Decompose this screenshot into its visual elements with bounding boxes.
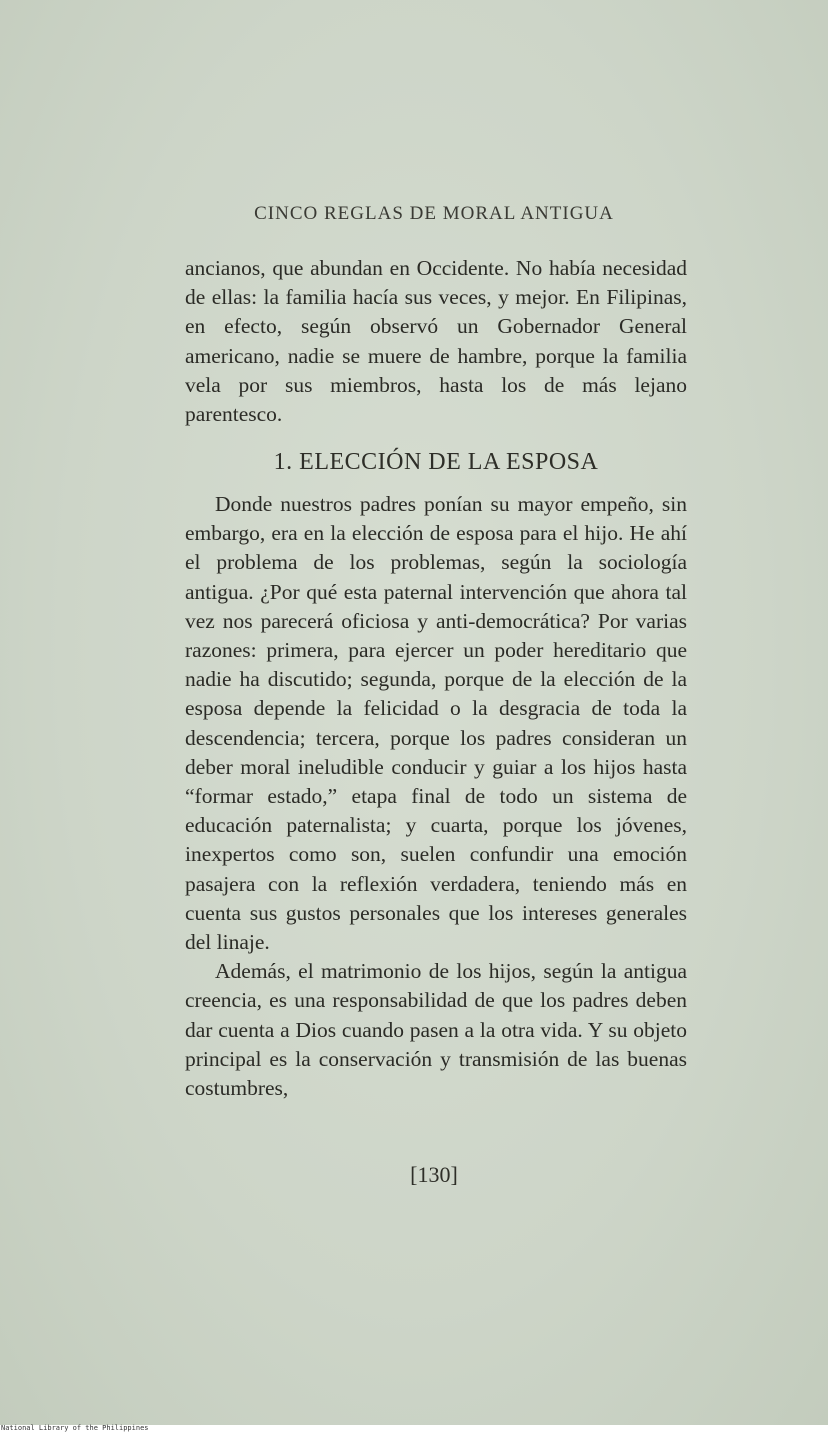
page-number: [130] (410, 1162, 458, 1187)
paragraph-1: Donde nuestros padres ponían su mayor empeño, sin embargo, era en la elección de esposa para el hijo. He ahí el problema de los problemas, según la sociología antigua. ¿Por qué esta paternal intervención que ahora tal vez nos parecerá oficiosa y anti-democrática? Por varias razones: primera, para ejercer un poder hereditario que nadie ha discutido; segunda, porque de la elección de la esposa depende la felicidad o la desgracia de toda la descendencia; tercera, porque los padres consideran un deber moral ineludible conducir y guiar a los hijos hasta “formar estado,” etapa final de todo un sistema de educación paternalista; y cuarta, porque los jóvenes, inexpertos como son, suelen confundir una emoción pasajera con la reflexión verdadera, teniendo más en cuenta sus gustos personales que los intereses generales del linaje. (185, 492, 687, 955)
section-heading: 1. ELECCIÓN DE LA ESPOSA (273, 449, 599, 475)
footer-credit: National Library of the Philippines (1, 1424, 149, 1432)
section-body (185, 490, 687, 1103)
paragraph-continued (185, 254, 687, 429)
paragraph-2: Además, el matrimonio de los hijos, según la antigua creencia, es una responsabilidad de que los padres deben dar cuenta a Dios cuando pasen a la otra vida. Y su objeto principal es la conservación y transmisión de las buenas costumbres, (185, 959, 687, 1101)
running-head: CINCO REGLAS DE MORAL ANTIGUA (254, 203, 614, 224)
paragraph-text: ancianos, que abundan en Occidente. No había necesidad de ellas: la familia hacía sus veces, y mejor. En Filipinas, en efecto, según observó un Gobernador General americano, nadie se muere de hambre, porque la familia vela por sus miembros, hasta los de más lejano parentesco. (185, 256, 687, 427)
